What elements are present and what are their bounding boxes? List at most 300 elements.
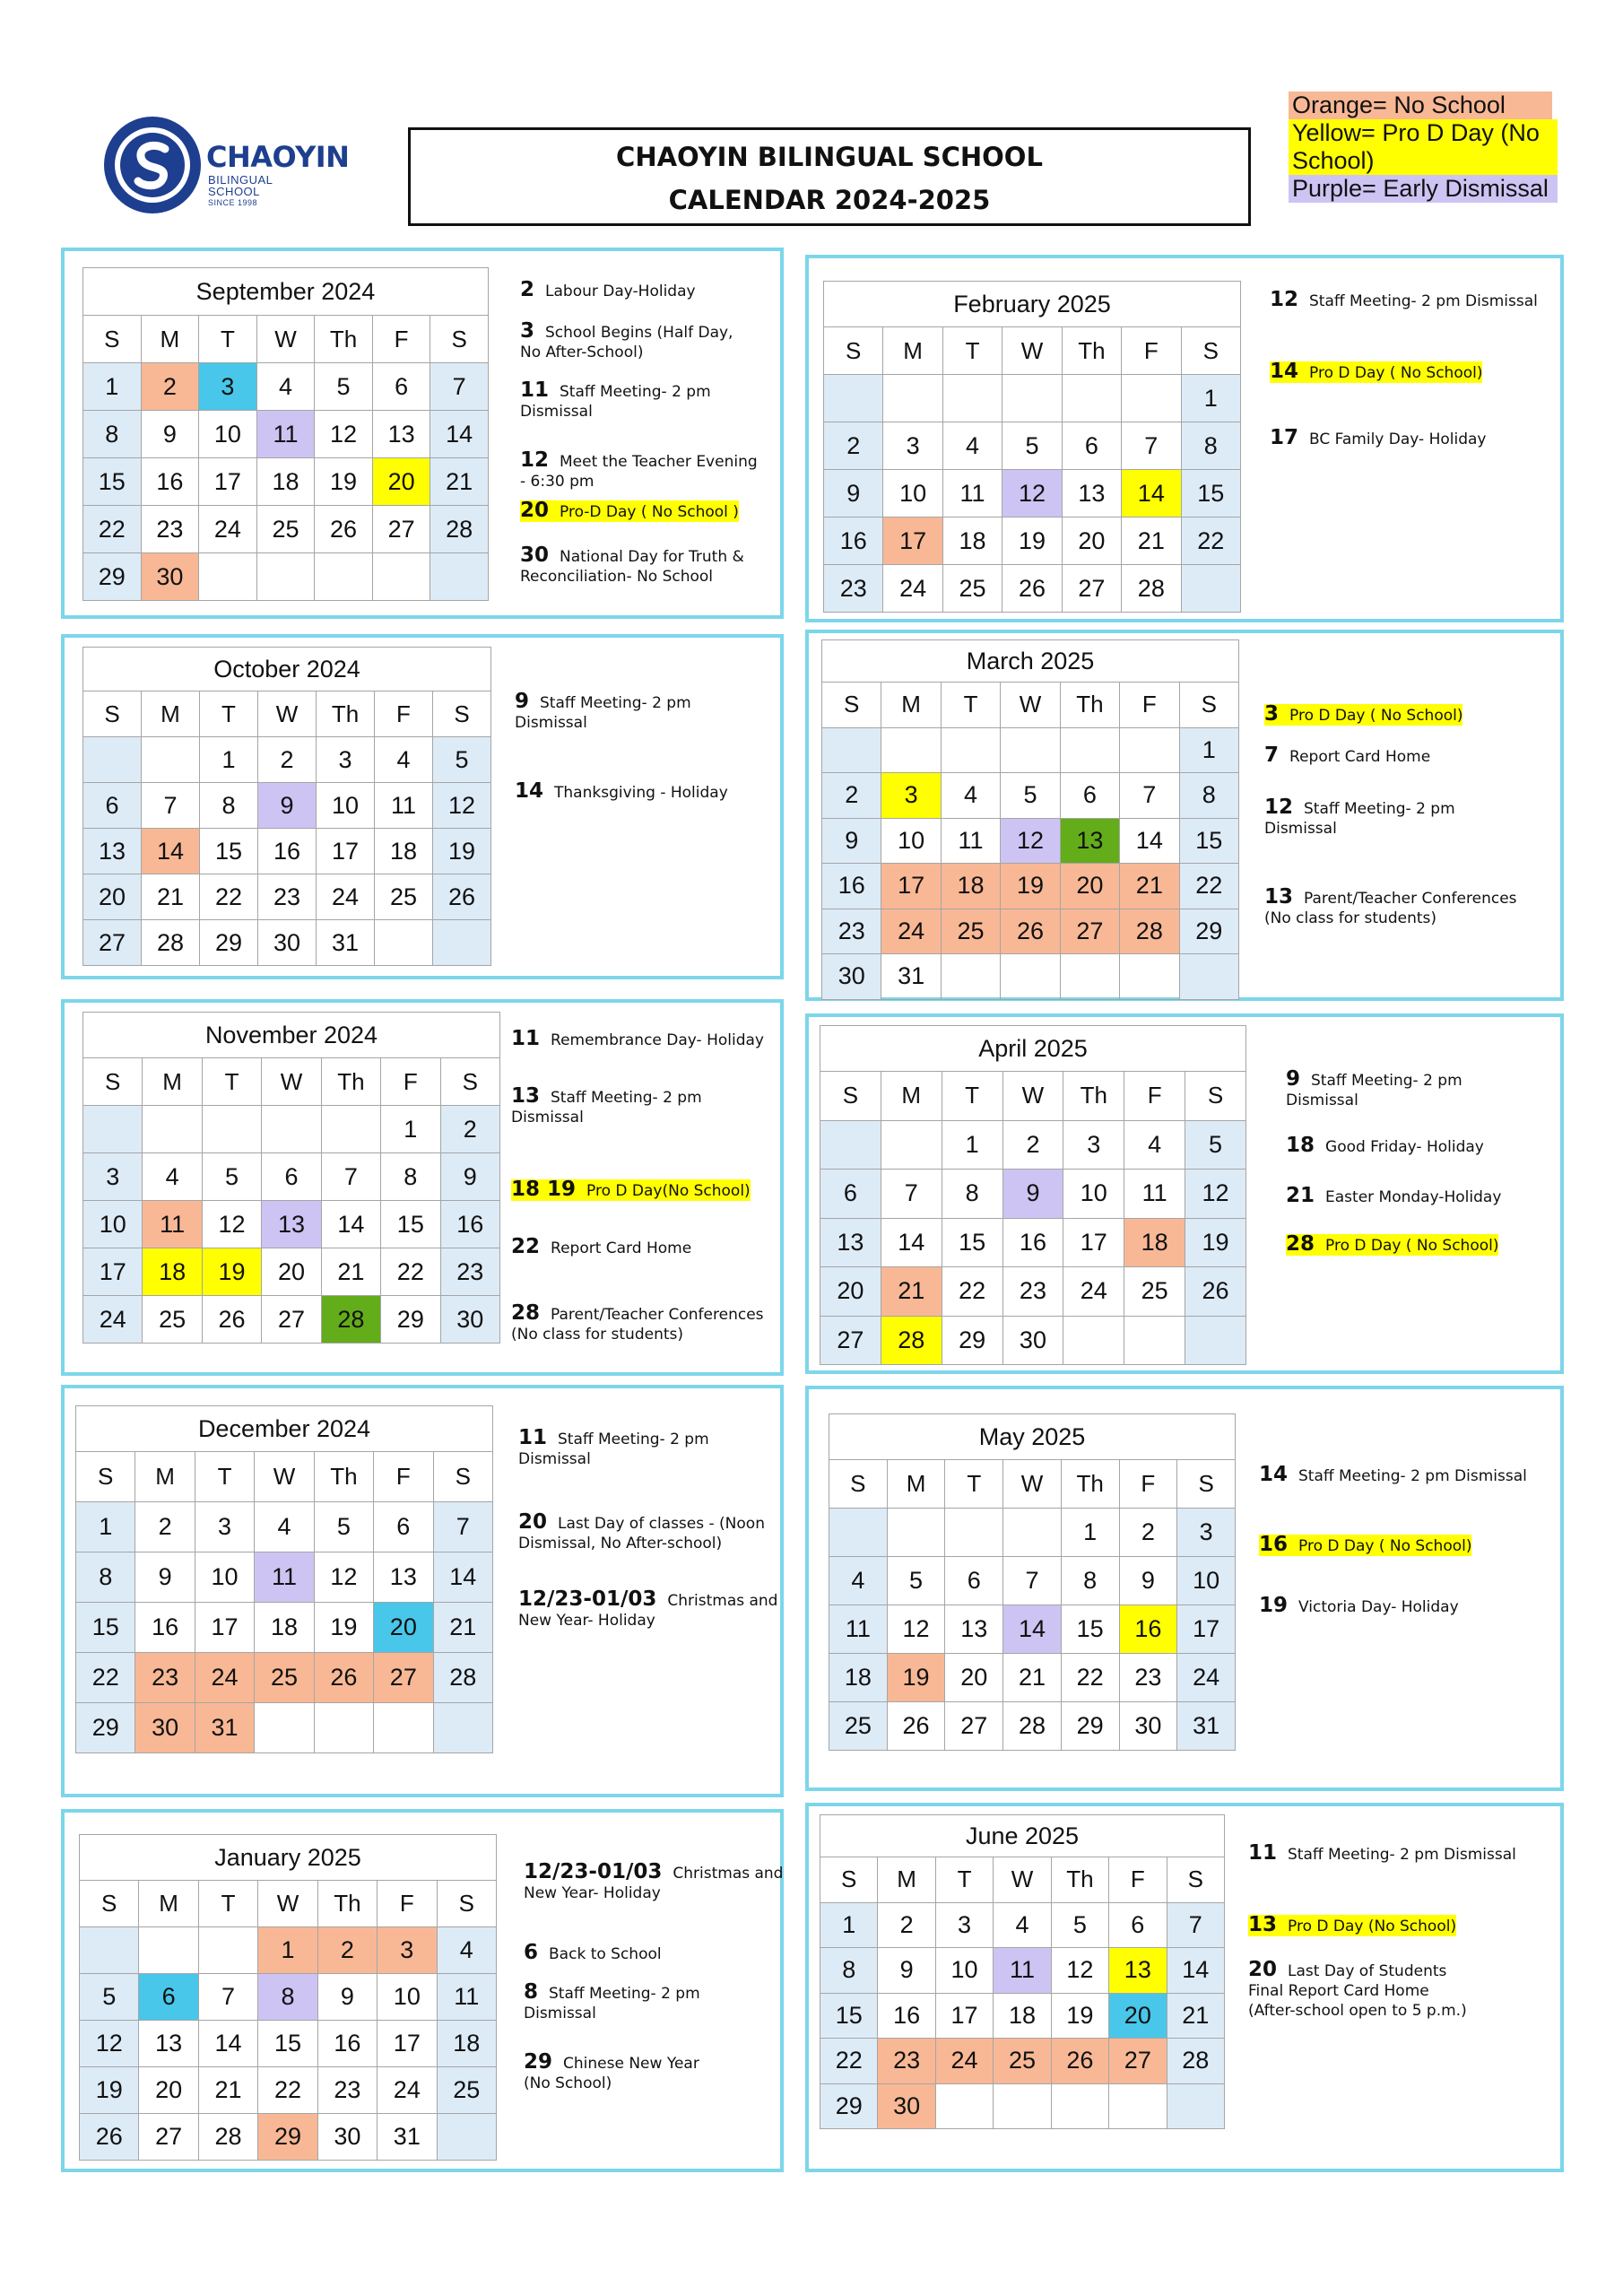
- day-cell: 11: [942, 470, 1002, 517]
- day-cell: [1185, 1316, 1246, 1365]
- day-cell: 22: [1061, 1654, 1119, 1702]
- day-cell: 14: [433, 1552, 492, 1603]
- day-cell: 10: [881, 818, 941, 864]
- day-cell: 14: [198, 2021, 257, 2067]
- weekday-header: W: [1002, 327, 1062, 375]
- day-cell: 11: [375, 783, 433, 829]
- day-cell: 7: [321, 1153, 380, 1201]
- day-cell: 14: [321, 1201, 380, 1248]
- day-cell: 15: [258, 2021, 317, 2067]
- weekday-header: Th: [315, 316, 373, 363]
- day-cell: 30: [1119, 1702, 1177, 1751]
- day-cell: 9: [317, 1974, 377, 2021]
- day-cell: 29: [83, 553, 142, 601]
- day-cell: 29: [1179, 909, 1238, 954]
- day-cell: 3: [1063, 1120, 1124, 1170]
- day-cell: 5: [1051, 1902, 1108, 1948]
- day-cell: 30: [135, 1703, 195, 1753]
- day-cell: 25: [941, 909, 1000, 954]
- day-cell: 12: [1051, 1948, 1108, 1994]
- day-cell: 30: [440, 1296, 499, 1344]
- calendar-note: 11 Remembrance Day- Holiday: [511, 1027, 764, 1050]
- weekday-header: F: [374, 1452, 433, 1502]
- day-cell: 16: [822, 864, 881, 909]
- day-cell: 11: [437, 1974, 496, 2021]
- day-cell: 19: [315, 458, 373, 506]
- day-cell: 26: [433, 874, 491, 920]
- day-cell: 6: [945, 1557, 1003, 1605]
- day-cell: 6: [262, 1153, 321, 1201]
- day-cell: 16: [258, 829, 317, 874]
- calendar-may: [829, 1413, 1236, 1751]
- day-cell: 21: [198, 2067, 257, 2114]
- day-cell: 22: [820, 2039, 878, 2084]
- day-cell: 24: [378, 2067, 437, 2114]
- day-cell: 4: [375, 737, 433, 783]
- day-cell: 10: [935, 1948, 993, 1994]
- day-cell: 14: [1003, 1605, 1062, 1654]
- day-cell: 15: [200, 829, 258, 874]
- day-cell: 23: [878, 2039, 935, 2084]
- calendar-september: [82, 267, 489, 601]
- day-cell: 26: [80, 2114, 139, 2161]
- day-cell: 16: [135, 1603, 195, 1653]
- day-cell: 27: [372, 506, 430, 553]
- weekday-header: F: [1120, 683, 1179, 728]
- day-cell: 3: [83, 1153, 143, 1201]
- day-cell: 31: [378, 2114, 437, 2161]
- day-cell: 25: [437, 2067, 496, 2114]
- day-cell: 16: [317, 2021, 377, 2067]
- day-cell: 29: [820, 2083, 878, 2129]
- weekday-header: M: [881, 1072, 942, 1121]
- day-cell: 12: [315, 411, 373, 458]
- day-cell: 4: [941, 773, 1000, 819]
- day-cell: 17: [1177, 1605, 1236, 1654]
- calendar-note: 12 Staff Meeting- 2 pm Dismissal: [1270, 288, 1538, 311]
- day-cell: 27: [1062, 565, 1121, 613]
- calendar-december: [75, 1405, 493, 1753]
- calendar-note: 18 19 Pro D Day(No School): [511, 1178, 751, 1201]
- weekday-header: Th: [1063, 1072, 1124, 1121]
- day-cell: 18: [256, 458, 315, 506]
- weekday-header: Th: [1051, 1857, 1108, 1903]
- day-cell: 1: [1181, 375, 1240, 422]
- calendar-note: 20 Pro-D Day ( No School ): [520, 499, 739, 522]
- weekday-header: T: [935, 1857, 993, 1903]
- day-cell: 8: [1181, 422, 1240, 470]
- day-cell: [820, 1120, 881, 1170]
- day-cell: 17: [883, 517, 942, 565]
- weekday-header: S: [440, 1058, 499, 1106]
- weekday-header: S: [76, 1452, 135, 1502]
- day-cell: 24: [883, 565, 942, 613]
- day-cell: 6: [372, 363, 430, 411]
- calendar-note: 14 Pro D Day ( No School): [1270, 360, 1483, 383]
- day-cell: 17: [317, 829, 375, 874]
- day-cell: [881, 727, 941, 773]
- day-cell: 8: [83, 411, 142, 458]
- day-cell: 18: [375, 829, 433, 874]
- day-cell: 16: [1002, 1218, 1063, 1267]
- day-cell: 30: [878, 2083, 935, 2129]
- day-cell: 11: [143, 1201, 202, 1248]
- day-cell: 9: [822, 818, 881, 864]
- weekday-header: S: [829, 1460, 888, 1509]
- day-cell: 4: [437, 1927, 496, 1974]
- calendar-note: 13 Pro D Day (No School): [1248, 1913, 1457, 1936]
- calendar-june: [820, 1814, 1225, 2129]
- day-cell: 19: [1001, 864, 1060, 909]
- weekday-header: S: [83, 691, 142, 737]
- day-cell: 7: [430, 363, 489, 411]
- day-cell: 13: [372, 411, 430, 458]
- day-cell: 24: [317, 874, 375, 920]
- day-cell: 20: [262, 1248, 321, 1296]
- day-cell: [433, 920, 491, 966]
- calendar-note: 30 National Day for Truth & Reconciliation- No School: [520, 544, 744, 586]
- day-cell: 14: [1167, 1948, 1224, 1994]
- day-cell: 9: [440, 1153, 499, 1201]
- calendar-note: 3 School Begins (Half Day, No After-School): [520, 319, 733, 361]
- day-cell: [1060, 727, 1119, 773]
- day-cell: 25: [942, 565, 1002, 613]
- day-cell: 23: [440, 1248, 499, 1296]
- weekday-header: S: [80, 1881, 139, 1927]
- day-cell: [881, 1120, 942, 1170]
- calendar-october: [82, 647, 491, 966]
- day-cell: 21: [881, 1267, 942, 1317]
- day-cell: 21: [142, 874, 200, 920]
- day-cell: 15: [83, 458, 142, 506]
- day-cell: 21: [1122, 517, 1181, 565]
- day-cell: 3: [195, 1502, 254, 1552]
- day-cell: 15: [1061, 1605, 1119, 1654]
- day-cell: [255, 1703, 314, 1753]
- day-cell: 12: [202, 1201, 261, 1248]
- day-cell: 11: [941, 818, 1000, 864]
- day-cell: 15: [942, 1218, 1002, 1267]
- day-cell: [374, 1703, 433, 1753]
- day-cell: 18: [942, 517, 1002, 565]
- day-cell: 14: [142, 829, 200, 874]
- day-cell: 17: [195, 1603, 254, 1653]
- day-cell: 23: [824, 565, 883, 613]
- day-cell: [1179, 954, 1238, 1000]
- day-cell: 18: [437, 2021, 496, 2067]
- day-cell: 24: [83, 1296, 143, 1344]
- day-cell: 28: [881, 1316, 942, 1365]
- weekday-header: W: [258, 1881, 317, 1927]
- day-cell: 11: [829, 1605, 888, 1654]
- day-cell: 2: [440, 1106, 499, 1153]
- day-cell: 22: [76, 1653, 135, 1703]
- day-cell: 4: [829, 1557, 888, 1605]
- day-cell: 22: [1181, 517, 1240, 565]
- weekday-header: T: [200, 691, 258, 737]
- day-cell: 26: [1002, 565, 1062, 613]
- day-cell: 5: [887, 1557, 945, 1605]
- day-cell: [143, 1106, 202, 1153]
- day-cell: 21: [1120, 864, 1179, 909]
- weekday-header: M: [887, 1460, 945, 1509]
- day-cell: 25: [256, 506, 315, 553]
- calendar-note: 13 Staff Meeting- 2 pm Dismissal: [511, 1084, 702, 1126]
- day-cell: [83, 737, 142, 783]
- day-cell: 6: [1060, 773, 1119, 819]
- day-cell: 9: [141, 411, 199, 458]
- day-cell: 28: [142, 920, 200, 966]
- day-cell: 5: [1185, 1120, 1246, 1170]
- month-title: March 2025: [822, 640, 1239, 683]
- weekday-header: T: [941, 683, 1000, 728]
- day-cell: 13: [945, 1605, 1003, 1654]
- day-cell: 21: [1003, 1654, 1062, 1702]
- day-cell: 9: [824, 470, 883, 517]
- day-cell: 24: [199, 506, 257, 553]
- day-cell: [1001, 727, 1060, 773]
- day-cell: [945, 1509, 1003, 1557]
- weekday-header: S: [83, 1058, 143, 1106]
- day-cell: 1: [942, 1120, 1002, 1170]
- day-cell: [824, 375, 883, 422]
- day-cell: 17: [378, 2021, 437, 2067]
- day-cell: [262, 1106, 321, 1153]
- weekday-header: T: [942, 1072, 1002, 1121]
- day-cell: [433, 1703, 492, 1753]
- day-cell: 4: [942, 422, 1002, 470]
- weekday-header: M: [878, 1857, 935, 1903]
- day-cell: 19: [1185, 1218, 1246, 1267]
- day-cell: 12: [1002, 470, 1062, 517]
- weekday-header: Th: [1060, 683, 1119, 728]
- weekday-header: M: [142, 691, 200, 737]
- day-cell: 14: [1122, 470, 1181, 517]
- day-cell: 15: [76, 1603, 135, 1653]
- day-cell: 21: [430, 458, 489, 506]
- weekday-header: T: [198, 1881, 257, 1927]
- day-cell: [1062, 375, 1121, 422]
- day-cell: 18: [829, 1654, 888, 1702]
- legend-yellow: Yellow= Pro D Day (No School): [1289, 119, 1558, 175]
- day-cell: 12: [887, 1605, 945, 1654]
- day-cell: 13: [374, 1552, 433, 1603]
- day-cell: 27: [945, 1702, 1003, 1751]
- day-cell: 10: [1063, 1170, 1124, 1219]
- day-cell: 18: [143, 1248, 202, 1296]
- weekday-header: T: [942, 327, 1002, 375]
- weekday-header: S: [1181, 327, 1240, 375]
- day-cell: 24: [1177, 1654, 1236, 1702]
- day-cell: 29: [381, 1296, 440, 1344]
- day-cell: 5: [314, 1502, 373, 1552]
- day-cell: [1167, 2083, 1224, 2129]
- day-cell: 18: [255, 1603, 314, 1653]
- day-cell: 13: [83, 829, 142, 874]
- day-cell: 20: [374, 1603, 433, 1653]
- calendar-february: [823, 281, 1241, 613]
- weekday-header: T: [199, 316, 257, 363]
- day-cell: 7: [1003, 1557, 1062, 1605]
- day-cell: 25: [1124, 1267, 1185, 1317]
- day-cell: 19: [887, 1654, 945, 1702]
- day-cell: 5: [315, 363, 373, 411]
- day-cell: 28: [1122, 565, 1181, 613]
- day-cell: [256, 553, 315, 601]
- calendar-note: 21 Easter Monday-Holiday: [1286, 1184, 1502, 1207]
- day-cell: 28: [198, 2114, 257, 2161]
- day-cell: 29: [258, 2114, 317, 2161]
- day-cell: 31: [881, 954, 941, 1000]
- day-cell: 2: [135, 1502, 195, 1552]
- day-cell: 25: [994, 2039, 1051, 2084]
- day-cell: 7: [142, 783, 200, 829]
- day-cell: 25: [375, 874, 433, 920]
- school-name: CHAOYIN BILINGUAL SCHOOL: [616, 142, 1043, 172]
- day-cell: [822, 727, 881, 773]
- day-cell: 8: [1179, 773, 1238, 819]
- weekday-header: S: [1167, 1857, 1224, 1903]
- calendar-note: 11 Staff Meeting- 2 pm Dismissal: [520, 378, 711, 421]
- day-cell: 24: [881, 909, 941, 954]
- day-cell: 12: [1185, 1170, 1246, 1219]
- day-cell: 9: [258, 783, 317, 829]
- weekday-header: W: [994, 1857, 1051, 1903]
- day-cell: 2: [258, 737, 317, 783]
- day-cell: 19: [202, 1248, 261, 1296]
- day-cell: 20: [1109, 1993, 1167, 2039]
- day-cell: 5: [1002, 422, 1062, 470]
- calendar-note: 20 Last Day of classes - (Noon Dismissal, No After-school): [518, 1510, 765, 1552]
- day-cell: 14: [881, 1218, 942, 1267]
- day-cell: 26: [202, 1296, 261, 1344]
- calendar-note: 17 BC Family Day- Holiday: [1270, 426, 1487, 449]
- weekday-header: Th: [1061, 1460, 1119, 1509]
- day-cell: [198, 1927, 257, 1974]
- day-cell: 4: [1124, 1120, 1185, 1170]
- day-cell: 3: [378, 1927, 437, 1974]
- day-cell: 23: [135, 1653, 195, 1703]
- day-cell: 10: [378, 1974, 437, 2021]
- day-cell: 16: [878, 1993, 935, 2039]
- day-cell: 31: [317, 920, 375, 966]
- weekday-header: W: [262, 1058, 321, 1106]
- weekday-header: F: [1124, 1072, 1185, 1121]
- day-cell: 27: [1060, 909, 1119, 954]
- day-cell: 30: [258, 920, 317, 966]
- day-cell: 9: [878, 1948, 935, 1994]
- day-cell: 6: [1109, 1902, 1167, 1948]
- day-cell: 26: [1185, 1267, 1246, 1317]
- day-cell: 4: [994, 1902, 1051, 1948]
- school-logo: [97, 109, 350, 217]
- weekday-header: S: [820, 1072, 881, 1121]
- day-cell: 2: [878, 1902, 935, 1948]
- day-cell: 2: [317, 1927, 377, 1974]
- weekday-header: Th: [1062, 327, 1121, 375]
- month-title: January 2025: [80, 1835, 497, 1881]
- day-cell: 19: [1002, 517, 1062, 565]
- calendar-note: 18 Good Friday- Holiday: [1286, 1134, 1484, 1157]
- day-cell: 24: [195, 1653, 254, 1703]
- weekday-header: W: [255, 1452, 314, 1502]
- day-cell: 22: [258, 2067, 317, 2114]
- day-cell: 1: [1061, 1509, 1119, 1557]
- day-cell: 23: [141, 506, 199, 553]
- day-cell: 25: [829, 1702, 888, 1751]
- day-cell: 27: [1109, 2039, 1167, 2084]
- day-cell: 20: [372, 458, 430, 506]
- day-cell: 13: [1109, 1948, 1167, 1994]
- day-cell: 23: [1119, 1654, 1177, 1702]
- legend-purple: Purple= Early Dismissal: [1289, 175, 1558, 203]
- day-cell: 18: [941, 864, 1000, 909]
- day-cell: [1122, 375, 1181, 422]
- weekday-header: F: [381, 1058, 440, 1106]
- month-title: May 2025: [829, 1414, 1236, 1460]
- day-cell: 17: [199, 458, 257, 506]
- day-cell: 15: [381, 1201, 440, 1248]
- day-cell: 1: [1179, 727, 1238, 773]
- day-cell: 30: [1002, 1316, 1063, 1365]
- calendar-note: 7 Report Card Home: [1264, 744, 1431, 767]
- day-cell: 23: [317, 2067, 377, 2114]
- day-cell: 3: [883, 422, 942, 470]
- weekday-header: S: [1179, 683, 1238, 728]
- day-cell: 2: [822, 773, 881, 819]
- day-cell: 15: [1179, 818, 1238, 864]
- calendar-note: 8 Staff Meeting- 2 pm Dismissal: [524, 1980, 700, 2022]
- legend-orange: Orange= No School: [1289, 91, 1552, 119]
- day-cell: 9: [1119, 1557, 1177, 1605]
- day-cell: 13: [820, 1218, 881, 1267]
- weekday-header: F: [375, 691, 433, 737]
- school-seal-icon: [102, 115, 203, 215]
- weekday-header: S: [822, 683, 881, 728]
- calendar-note: 9 Staff Meeting- 2 pm Dismissal: [1286, 1067, 1462, 1109]
- day-cell: 16: [141, 458, 199, 506]
- day-cell: [935, 2083, 993, 2129]
- calendar-note: 2 Labour Day-Holiday: [520, 278, 696, 301]
- weekday-header: Th: [321, 1058, 380, 1106]
- month-title: November 2024: [83, 1013, 500, 1058]
- calendar-note: 12/23-01/03 Christmas and New Year- Holiday: [524, 1860, 784, 1902]
- day-cell: 30: [141, 553, 199, 601]
- day-cell: [202, 1106, 261, 1153]
- day-cell: [1051, 2083, 1108, 2129]
- day-cell: 26: [1051, 2039, 1108, 2084]
- day-cell: 6: [1062, 422, 1121, 470]
- day-cell: 11: [256, 411, 315, 458]
- day-cell: 13: [139, 2021, 198, 2067]
- day-cell: 27: [262, 1296, 321, 1344]
- day-cell: 7: [881, 1170, 942, 1219]
- day-cell: 20: [1060, 864, 1119, 909]
- day-cell: [315, 553, 373, 601]
- day-cell: 28: [1003, 1702, 1062, 1751]
- day-cell: [1120, 727, 1179, 773]
- day-cell: 5: [1001, 773, 1060, 819]
- weekday-header: M: [143, 1058, 202, 1106]
- day-cell: 28: [1120, 909, 1179, 954]
- day-cell: 22: [942, 1267, 1002, 1317]
- day-cell: 14: [430, 411, 489, 458]
- day-cell: 8: [942, 1170, 1002, 1219]
- calendar-note: 28 Parent/Teacher Conferences (No class for students): [511, 1301, 764, 1344]
- day-cell: 5: [80, 1974, 139, 2021]
- weekday-header: Th: [317, 1881, 377, 1927]
- day-cell: [139, 1927, 198, 1974]
